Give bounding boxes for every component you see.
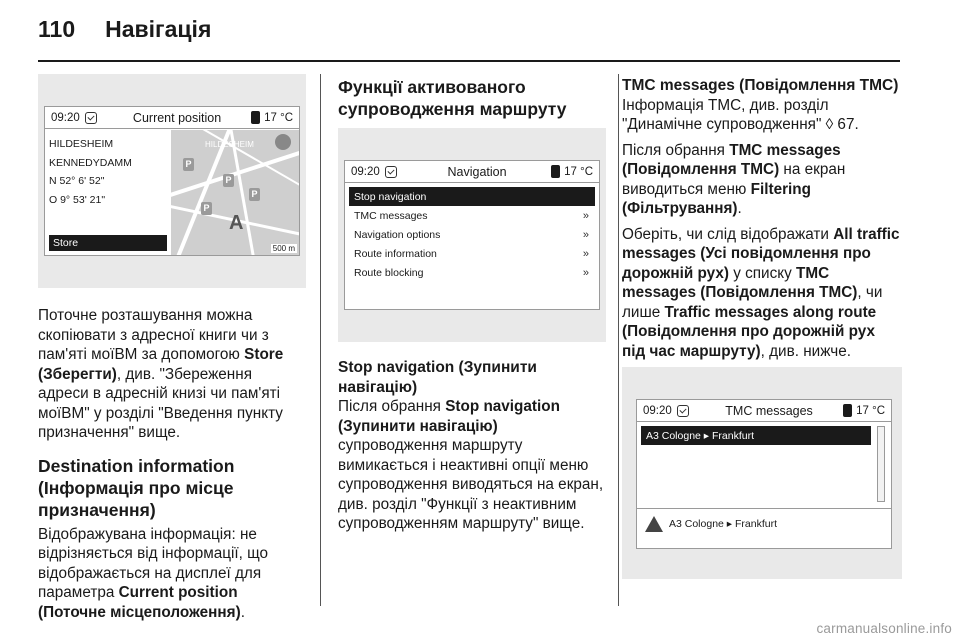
menu-item-navigation-options[interactable]: Navigation options »	[354, 228, 589, 241]
position-details	[49, 135, 167, 209]
divider	[637, 508, 891, 509]
menu-item-route-information[interactable]: Route information »	[354, 247, 589, 260]
menu-item-stop-navigation[interactable]: Stop navigation	[349, 187, 595, 206]
screen-status-bar	[45, 107, 299, 129]
current-position-figure	[38, 74, 306, 288]
paragraph: Після обрання TMC messages (Повідомлення TMC) на екран виводиться меню Filtering (Фільтрування).	[622, 141, 846, 217]
column-divider	[618, 74, 619, 606]
watermark: carmanualsonline.info	[816, 621, 952, 636]
tmc-messages-screen	[636, 399, 892, 549]
page-number: 110	[38, 16, 76, 42]
tmc-message-item[interactable]: A3 Cologne ▸ Frankfurt	[641, 426, 871, 445]
column-3	[622, 74, 902, 579]
parking-icon: P	[183, 158, 194, 171]
latitude-line: N 52° 6' 52"	[49, 175, 105, 187]
route-guidance-icon	[677, 405, 689, 417]
screen-title: Navigation	[447, 164, 507, 179]
clock-time: 09:20	[51, 111, 80, 124]
city-line: HILDESHEIM	[49, 138, 114, 150]
temperature: 17 °C	[264, 111, 293, 124]
temperature: 17 °C	[564, 165, 593, 178]
menu-item-tmc-messages[interactable]: TMC messages »	[354, 209, 589, 222]
section-heading: Destination information (Інформація про місце призначення)	[38, 455, 235, 520]
page-header	[38, 16, 211, 56]
clock-time: 09:20	[351, 165, 380, 178]
traffic-warning-icon	[645, 516, 663, 532]
selected-message-detail	[645, 516, 777, 532]
tmc-messages-figure	[622, 367, 902, 579]
column-2	[338, 74, 606, 540]
temperature: 17 °C	[856, 404, 885, 417]
header-rule	[38, 60, 900, 62]
thermometer-icon	[843, 404, 852, 417]
thermometer-icon	[251, 111, 260, 124]
message-text: A3 Cologne ▸ Frankfurt	[669, 518, 777, 530]
paragraph: Після обрання Stop navigation (Зупинити навігацію) супроводження маршруту вимикається і неактивні опції меню супроводження виводяться на екран, див. розділ "Функції з неактивним супроводженням маршруту" вище.	[338, 398, 604, 532]
screen-title: Current position	[132, 110, 222, 125]
map-city-label: HILDESHEIM	[205, 140, 254, 149]
navigation-menu-screen	[344, 160, 600, 310]
screen-title: TMC messages	[725, 403, 813, 418]
clock-time: 09:20	[643, 404, 672, 417]
menu-item-route-blocking[interactable]: Route blocking »	[354, 266, 589, 279]
map-view	[171, 130, 300, 256]
street-line: KENNEDYDAMM	[49, 156, 132, 169]
compass-icon	[275, 134, 291, 150]
message-list	[641, 426, 871, 445]
parking-icon: P	[249, 188, 260, 201]
parking-icon: P	[201, 202, 212, 215]
navigation-menu-figure	[338, 128, 606, 342]
section-heading: Функції активованого супроводження маршруту	[338, 77, 567, 119]
paragraph: Оберіть, чи слід відображати All traffic messages (Усі повідомлення про дорожній рух) у списку TMC messages (Повідомлення TMC), чи лише Traffic messages along route (Повідомлення про дорожній рух під час маршруту), див. нижче.	[622, 225, 900, 360]
scrollbar[interactable]	[877, 426, 885, 502]
map-scale: 500 m	[272, 244, 295, 253]
screen-status-bar	[345, 161, 599, 183]
parking-icon: P	[223, 174, 234, 187]
sub-heading: Stop navigation (Зупинити навігацію)	[338, 359, 537, 396]
thermometer-icon	[551, 165, 560, 178]
section-heading: TMC messages (Повідомлення TMC)	[622, 77, 899, 94]
column-divider	[320, 74, 321, 606]
store-button[interactable]: Store	[49, 235, 167, 251]
paragraph: Відображувана інформація: не відрізняється від інформації, що відображається на дисплеї для параметра Current position (Поточне місцеположення).	[38, 525, 269, 621]
route-guidance-icon	[385, 166, 397, 178]
submenu-arrow-icon: »	[582, 266, 589, 279]
submenu-arrow-icon: »	[582, 209, 589, 222]
submenu-arrow-icon: »	[582, 247, 589, 260]
submenu-arrow-icon: »	[582, 228, 589, 241]
column-1	[38, 74, 306, 628]
section-title: Навігація	[105, 16, 212, 42]
longitude-line: O 9° 53' 21"	[49, 193, 106, 206]
vehicle-position-icon: A	[229, 212, 244, 234]
screen-status-bar	[637, 400, 891, 422]
paragraph: Поточне розташування можна скопіювати з адресної книги чи з пам'яті моїВМ за допомогою Store (Зберегти), див. "Збереження адреси в адресній книзі чи пам'яті моїВМ" у розділі "Введення пункту призначення" вище.	[38, 307, 284, 441]
menu-list	[345, 183, 599, 282]
current-position-screen	[44, 106, 300, 256]
route-guidance-icon	[85, 112, 97, 124]
paragraph: Інформація TMC, див. розділ "Динамічне супроводження" ◊ 67.	[622, 96, 859, 133]
